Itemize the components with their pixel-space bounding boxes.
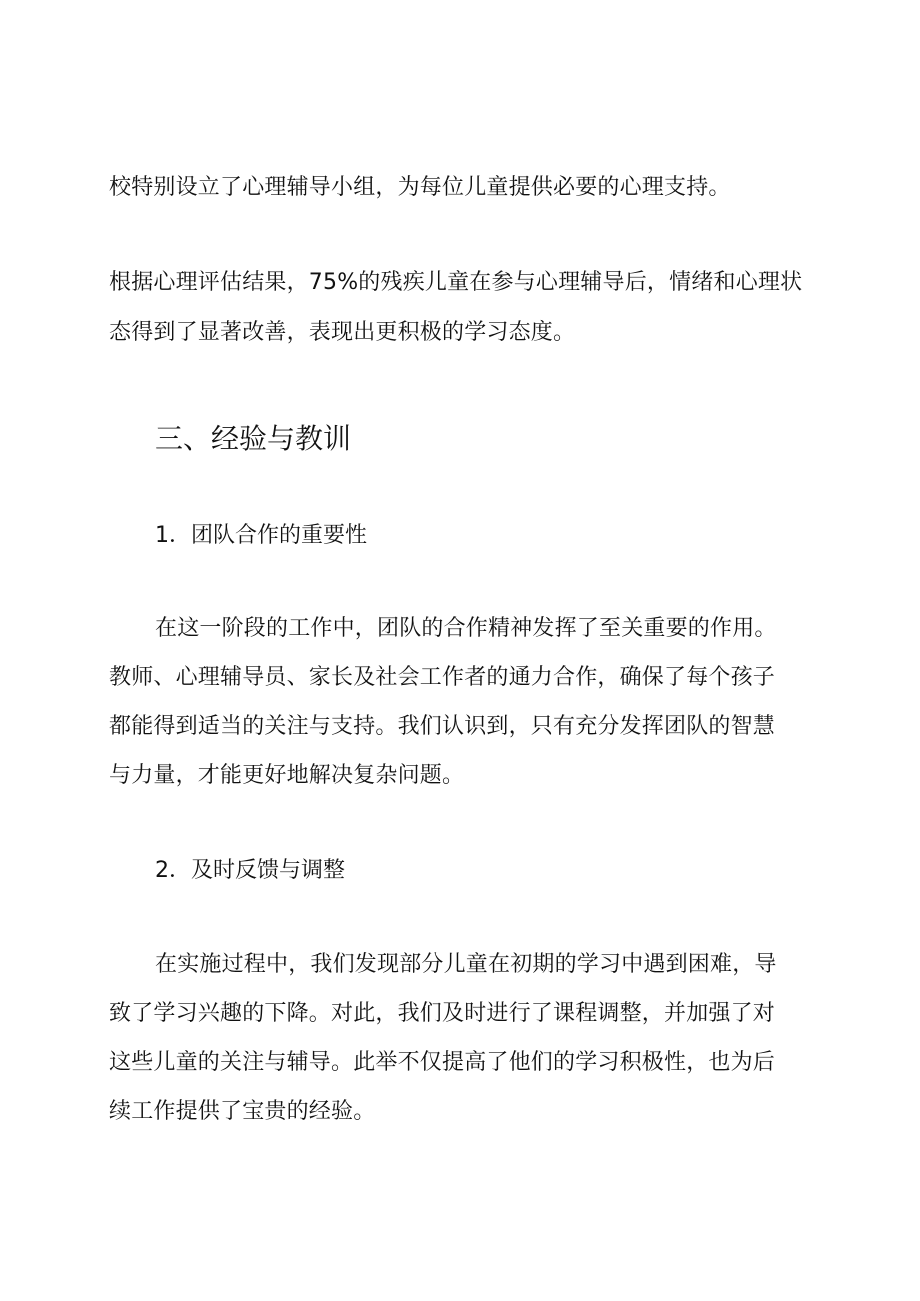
- paragraph-line: 与力量，才能更好地解决复杂问题。: [109, 763, 465, 788]
- paragraph-line: 在这一阶段的工作中，团队的合作精神发挥了至关重要的作用。: [155, 616, 777, 641]
- paragraph-line: 教师、心理辅导员、家长及社会工作者的通力合作，确保了每个孩子: [109, 665, 776, 690]
- subsection-title: 1．团队合作的重要性: [155, 523, 367, 548]
- section-heading: 三、经验与教训: [155, 422, 352, 455]
- subsection-title: 2．及时反馈与调整: [155, 858, 345, 883]
- paragraph-line: 致了学习兴趣的下降。对此，我们及时进行了课程调整，并加强了对: [109, 1001, 776, 1026]
- paragraph-line: 续工作提供了宝贵的经验。: [109, 1099, 376, 1124]
- paragraph-line: 根据心理评估结果，75%的残疾儿童在参与心理辅导后，情绪和心理状: [109, 270, 803, 295]
- paragraph-line: 在实施过程中，我们发现部分儿童在初期的学习中遇到困难，导: [155, 952, 777, 977]
- paragraph-line: 都能得到适当的关注与支持。我们认识到，只有充分发挥团队的智慧: [109, 714, 776, 739]
- paragraph-line: 校特别设立了心理辅导小组，为每位儿童提供必要的心理支持。: [109, 175, 731, 200]
- paragraph-line: 这些儿童的关注与辅导。此举不仅提高了他们的学习积极性，也为后: [109, 1050, 776, 1075]
- paragraph-line: 态得到了显著改善，表现出更积极的学习态度。: [109, 320, 576, 345]
